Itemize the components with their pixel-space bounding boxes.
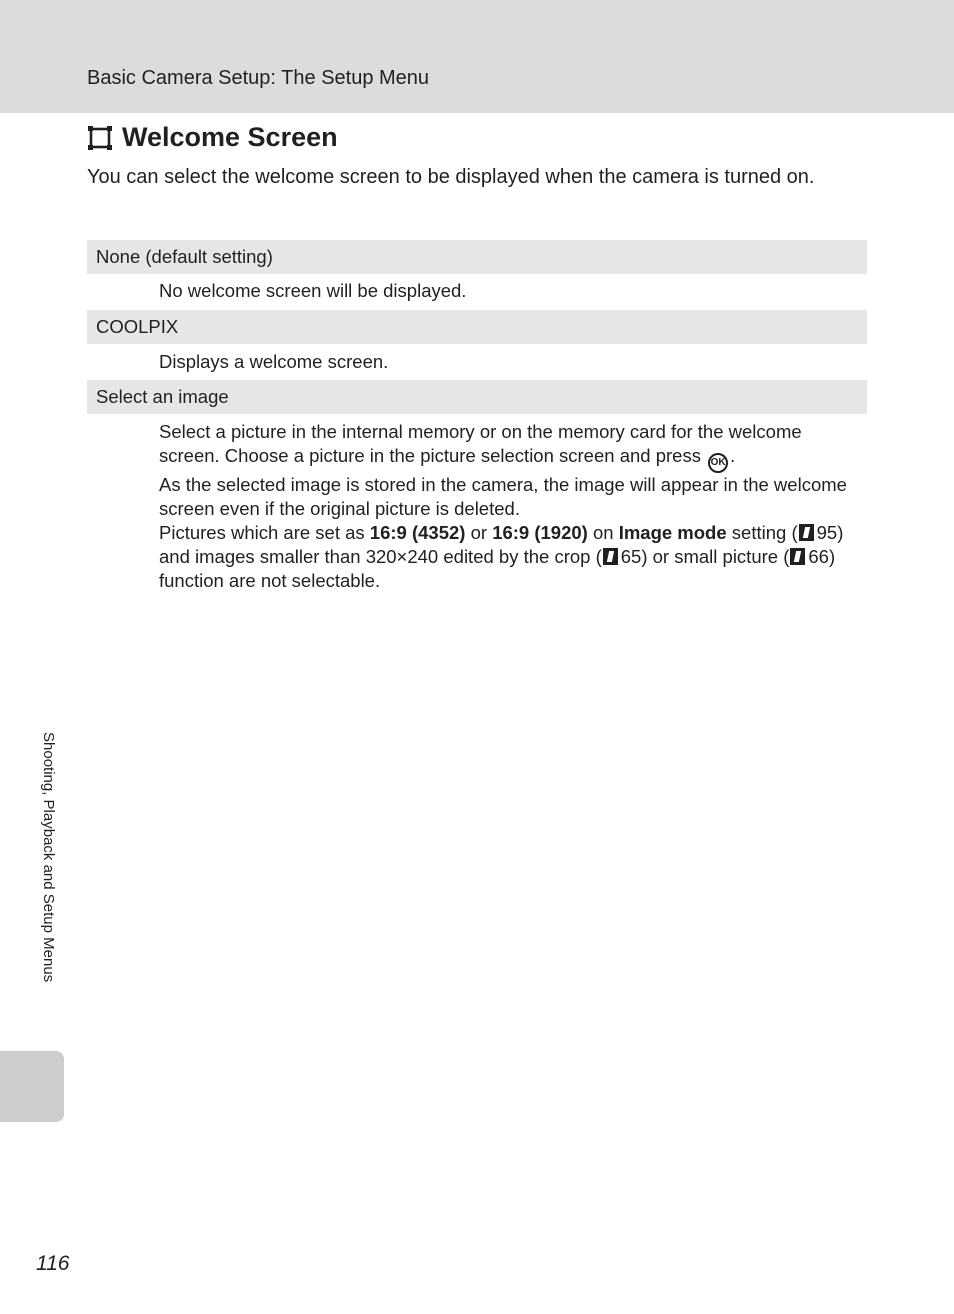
page-reference-icon <box>603 548 618 565</box>
header-band <box>0 0 954 113</box>
page-reference-icon <box>799 524 814 541</box>
option-header-none: None (default setting) <box>87 240 867 274</box>
option-description-select-image <box>159 420 859 593</box>
option-header-coolpix: COOLPIX <box>87 310 867 344</box>
section-title <box>87 122 338 153</box>
welcome-screen-icon <box>87 125 113 151</box>
running-header: Basic Camera Setup: The Setup Menu <box>87 67 430 89</box>
section-intro: You can select the welcome screen to be displayed when the camera is turned on. <box>87 166 815 188</box>
select-image-paragraph-3: Pictures which are set as 16:9 (4352) or 16:9 (1920) on Image mode setting ( 95) and images smaller than 320×240 edited by the crop ( 65) or small picture ( 66) function are not selectable. <box>159 522 844 591</box>
side-tab-marker <box>0 1051 64 1122</box>
option-description-coolpix: Displays a welcome screen. <box>159 351 389 372</box>
option-description-none: No welcome screen will be displayed. <box>159 280 467 301</box>
ok-button-icon: OK <box>708 453 728 473</box>
select-image-paragraph-2: As the selected image is stored in the camera, the image will appear in the welcome screen even if the original picture is deleted. <box>159 474 847 519</box>
section-title-text: Welcome Screen <box>122 122 338 152</box>
option-header-select-image: Select an image <box>87 380 867 414</box>
side-tab-label: Shooting, Playback and Setup Menus <box>40 732 57 983</box>
page-number: 116 <box>36 1252 70 1275</box>
page-reference-icon <box>790 548 805 565</box>
select-image-paragraph-1: Select a picture in the internal memory or on the memory card for the welcome screen. Choose a picture in the picture selection screen and press OK . <box>159 420 859 473</box>
